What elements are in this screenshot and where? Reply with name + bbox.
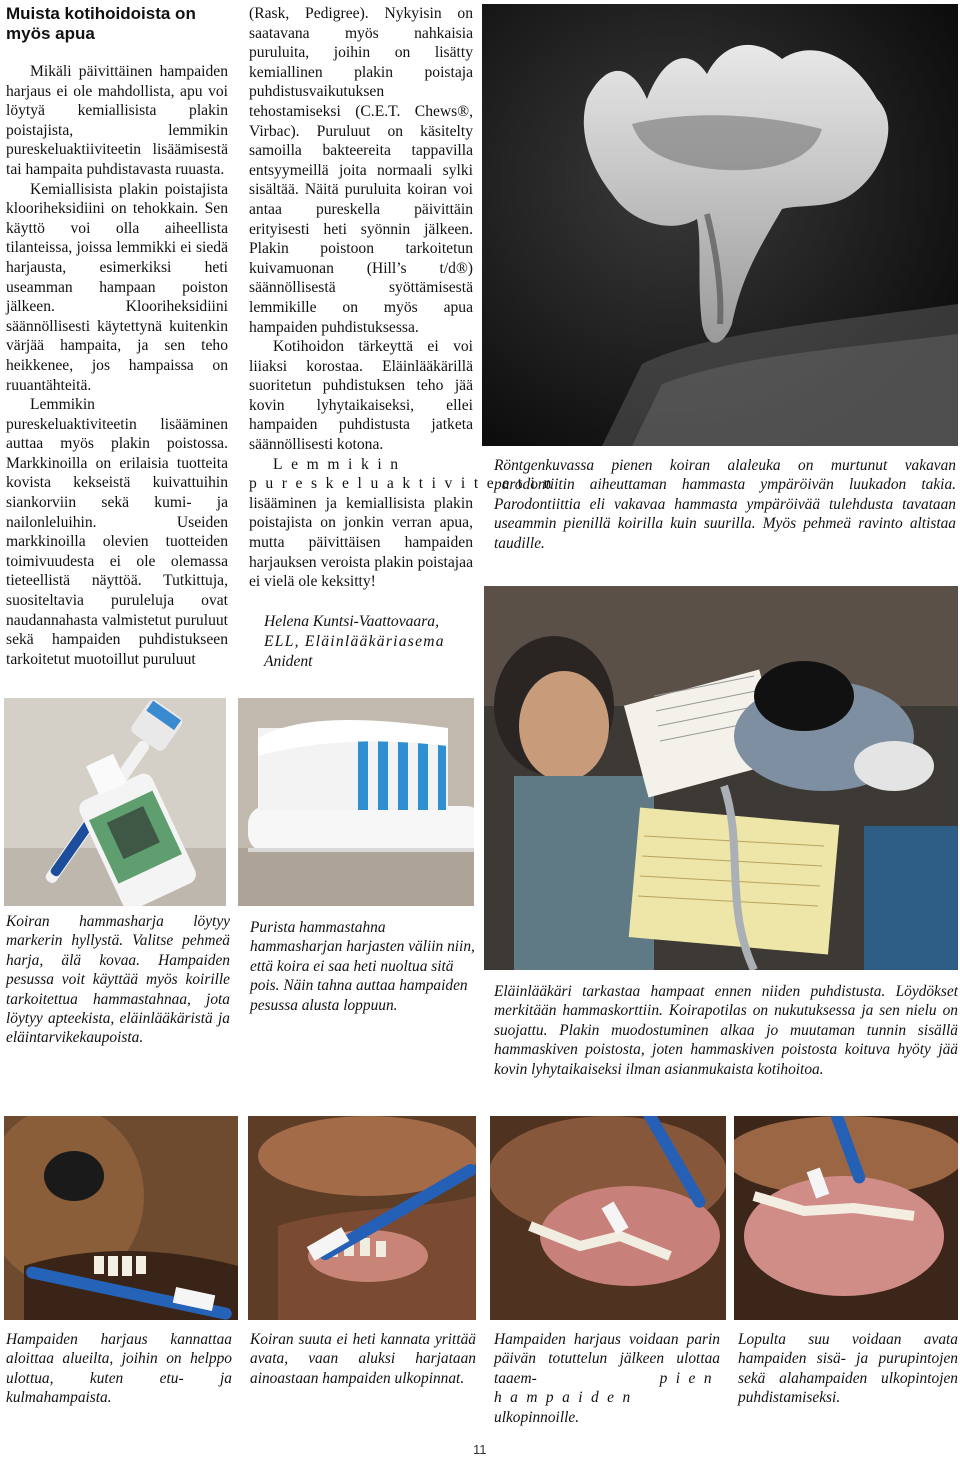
paragraph: [249, 455, 560, 592]
caption-spaced-words: pien hampaiden: [494, 1369, 720, 1407]
brushing-front-teeth-caption: Hampaiden harjaus kannattaa aloittaa alueilta, joihin on helppo ulottua, kuten etu- ja kulmahampaista.: [6, 1331, 232, 1407]
author-name: Helena Kuntsi-Vaattovaara,: [264, 613, 439, 630]
caption-part: ulkopinnoille.: [494, 1408, 580, 1426]
toothbrush-paste-caption: Koiran hammasharja löytyy markerin hyllystä. Valitse pehmeä harja, älä kovaa. Hampaiden pesussa voit käyttää myös koirille tarkoitettua hammastahnaa, jota löytyy apteekista, eläinlääkäristä ja eläintarvikekaupoista.: [6, 913, 230, 1047]
brushing-inner-surfaces-photo: [734, 1116, 958, 1320]
body-column-1: [6, 62, 228, 669]
paragraph: (Rask, Pedigree). Nykyisin on saatavana myös nahkaisia puruluita, joihin on lisätty kemiallinen plakin poistaja puhdistusvaikutuksen tehostamiseksi (C.E.T. Chews®, Virbac). Puruluut on käsitelty samoilla bakteereita tappavilla entsyymeillä joita normaali sylki sisältää. Näitä puruluita koiran voi antaa pureskella päivittäin erityisesti heti syönnin jälkeen. Plakin poistoon tarkoitetun kuivamuonan (Hill’s t/d®) säännöllisestä syöttämisestä lemmikille on myös apua hampaiden puhdistuksessa.: [249, 5, 473, 336]
body-column-2: [249, 4, 560, 592]
vet-exam-photo: [484, 586, 958, 970]
paragraph-rest: lisääminen ja kemiallisista plakin poistajista on jonkin verran apua, mutta päivittäisen hampaiden harjauksen veroista plakin poistajaa ei vielä ole keksitty!: [249, 494, 473, 591]
paragraph: Lemmikin pureskeluaktiviteetin lisääminen auttaa myös plakin poistossa. Markkinoilla on erilaisia tuotteita kovista kekseistä kuivattuihin siankorviin sekä kumi- ja nailonleluihin. Useiden markkinoilla olevien tuotteiden toimivuudesta ei ole olemassa tieteellistä näyttöä. Tutkittuja, suositeltavia puruleluja ovat naudannahasta valmistetut puruluut sekä hampaiden puhdistukseen tarkoitetut muotoillut puruluut: [6, 396, 228, 668]
paragraph: Kemiallisista plakin poistajista klooriheksidiini on tehokkain. Sen käyttö voi olla aiheellista tilanteissa, joissa lemmikki ei siedä harjausta, esimerkiksi heti useamman hampaan poiston jälkeen. Klooriheksidiini säännöllisesti käytettynä kuitenkin värjää hampaita, ja sen teho heikkenee, jos hampaissa on ruuantähteitä.: [6, 180, 228, 394]
author-signature: [264, 612, 474, 672]
spaced-lead-words: Lemmikin pureskeluaktiviteetin: [249, 455, 560, 493]
article-heading: Muista kotihoidoista on myös apua: [6, 4, 196, 43]
brushing-back-teeth-photo: [490, 1116, 726, 1320]
brushing-back-teeth-caption: [494, 1330, 720, 1427]
caption-part: Hampaiden harjaus voidaan parin päivän totuttelun jälkeen ulottaa taaem-: [494, 1331, 720, 1387]
xray-image: [482, 4, 958, 446]
author-title: ELL, Eläinlääkäriasema: [264, 633, 445, 650]
vet-exam-caption: Eläinlääkäri tarkastaa hampaat ennen niiden puhdistusta. Löydökset merkitään hammaskorttiin. Koirapotilas on nukutuksessa ja sen nielu on suojattu. Plakin muodostuminen alkaa jo muutaman tunnin sisällä hammaskiven poistosta, joten hammaskiven poistosta koituva hyöty jää kovin lyhytaikaiseksi ilman asianmukaista kotihoitoa.: [494, 983, 958, 1078]
toothbrush-paste-photo: [4, 698, 226, 906]
page-number: 11: [473, 1442, 487, 1457]
paragraph: Kotihoidon tärkeyttä ei voi liiaksi korostaa. Eläinlääkärillä suoritetun puhdistuksen teho jää kovin lyhytaikaiseksi, ellei hampaiden puhdistusta jatketa säännöllisesti kotona.: [249, 338, 473, 454]
brushing-outer-surfaces-photo: [248, 1116, 476, 1320]
paragraph: Mikäli päivittäinen hampaiden harjaus ei ole mahdollista, apu voi löytyä kemiallisista plakin poistajista, lemmikin pureskeluaktiiviteetin lisäämisestä tai hampaita puhdistavasta ruuasta.: [6, 63, 228, 178]
author-clinic: Anident: [264, 653, 313, 670]
brushing-outer-surfaces-caption: Koiran suuta ei heti kannata yrittää avata, vaan aluksi harjataan ainoastaan hampaiden ulkopinnat.: [250, 1331, 476, 1387]
xray-caption: Röntgenkuvassa pienen koiran alaleuka on murtunut vakavan parodontiitin aiheuttaman hammasta ympäröivän luukadon takia. Parodontiittia eli vakavaa hammasta ympäröivää tulehdusta tavataan useammin pienillä koirilla kuin suurilla. Myös pehmeä ravinto altistaa taudille.: [494, 457, 956, 552]
brush-with-paste-caption: Purista hammastahna hammasharjan harjasten väliin niin, että koira ei saa heti nuoltua sitä pois. Näin tahna auttaa hampaiden pesussa alusta loppuun.: [250, 919, 475, 1014]
brushing-inner-surfaces-caption: Lopulta suu voidaan avata hampaiden sisä- ja purupintojen sekä alahampaiden ulkopintojen puhdistamiseksi.: [738, 1331, 958, 1407]
brush-with-paste-photo: [238, 698, 474, 906]
brushing-front-teeth-photo: [4, 1116, 238, 1320]
